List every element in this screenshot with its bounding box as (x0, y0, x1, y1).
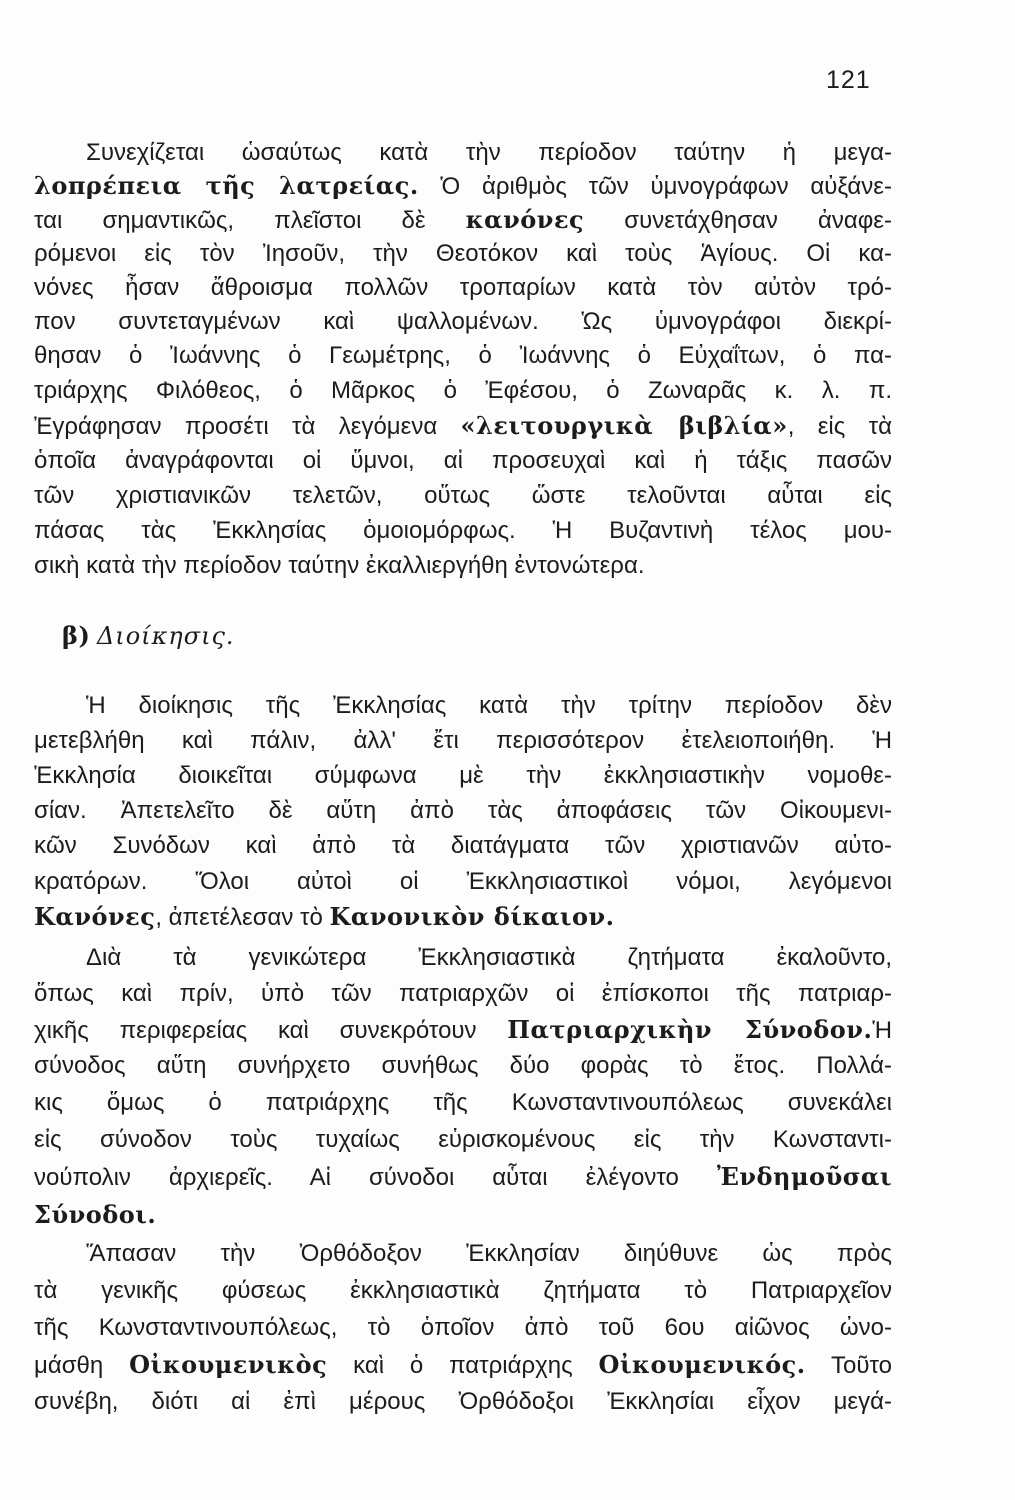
emphasis-term: «λειτουργικὰ βιβλία» (460, 411, 788, 440)
text-line: νόνες ἦσαν ἄθροισμα πολλῶν τροπαρίων κατὰ τὸν αὐτὸν τρό- (34, 274, 892, 301)
text-line: τῶν χριστιανικῶν τελετῶν, οὕτως ὥστε τελοῦνται αὗται εἰς (34, 482, 892, 509)
text-line: Ἐγράφησαν προσέτι τὰ λεγόμενα «λειτουργικὰ βιβλία», εἰς τὰ (34, 411, 892, 440)
text-line: νούπολιν ἀρχιερεῖς. Αἱ σύνοδοι αὗται ἐλέγοντο Ἐνδημοῦσαι (34, 1162, 892, 1191)
text-line: θησαν ὁ Ἰωάννης ὁ Γεωμέτρης, ὁ Ἰωάννης ὁ Εὐχαΐτων, ὁ πα- (34, 342, 892, 369)
text-line: πον συντεταγμένων καὶ ψαλλομένων. Ὡς ὑμνογράφοι διεκρί- (34, 308, 892, 335)
text-line: ὁποῖα ἀναγράφονται οἱ ὕμνοι, αἱ προσευχαὶ καὶ ἡ τάξις πασῶν (34, 447, 892, 474)
text-line: σικὴ κατὰ τὴν περίοδον ταύτην ἐκαλλιεργήθη ἐντονώτερα. (34, 552, 645, 579)
text-line: Ἅπασαν τὴν Ὀρθόδοξον Ἐκκλησίαν διηύθυνε ὡς πρὸς (86, 1240, 892, 1267)
text-line: συνέβη, διότι αἱ ἐπὶ μέρους Ὀρθόδοξοι Ἐκκλησίαι εἶχον μεγά- (34, 1388, 892, 1415)
text-line: κις ὅμως ὁ πατριάρχης τῆς Κωνσταντινουπόλεως συνεκάλει (34, 1089, 892, 1116)
text-line: χικῆς περιφερείας καὶ συνεκρότουν Πατριαρχικὴν Σύνοδον.Ἡ (34, 1015, 892, 1044)
text-line: κρατόρων. Ὅλοι αὐτοὶ οἱ Ἐκκλησιαστικοὶ νόμοι, λεγόμενοι (34, 868, 892, 895)
text-line: τῆς Κωνσταντινουπόλεως, τὸ ὁποῖον ἀπὸ τοῦ 6ου αἰῶνος ὠνο- (34, 1314, 892, 1341)
text-line (34, 1199, 892, 1232)
text-line: λοπρέπεια τῆς λατρείας. Ὁ ἀριθμὸς τῶν ὑμνογράφων αὐξάνε- (34, 171, 892, 200)
emphasis-term: Οἰκουμενικὸς (129, 1350, 328, 1379)
section-heading (62, 620, 362, 653)
text-line: μάσθη Οἰκουμενικὸς καὶ ὁ πατριάρχης Οἰκουμενικός. Τοῦτο (34, 1350, 892, 1379)
section-title: Διοίκησις. (96, 622, 235, 650)
text-line: σύνοδος αὕτη συνήρχετο συνήθως δύο φορὰς τὸ ἔτος. Πολλά- (34, 1052, 892, 1079)
text-line: ὅπως καὶ πρίν, ὑπὸ τῶν πατριαρχῶν οἱ ἐπίσκοποι τῆς πατριαρ- (34, 980, 892, 1007)
text-line: Ἐκκλησία διοικεῖται σύμφωνα μὲ τὴν ἐκκλησιαστικὴν νομοθε- (34, 762, 892, 789)
text-line: τὰ γενικῆς φύσεως ἐκκλησιαστικὰ ζητήματα τὸ Πατριαρχεῖον (34, 1277, 892, 1304)
text-line: Κανόνες, ἀπετέλεσαν τὸ Κανονικὸν δίκαιον. (34, 902, 615, 931)
emphasis-term: λοπρέπεια τῆς λατρείας. (34, 171, 419, 200)
text-line: μετεβλήθη καὶ πάλιν, ἀλλ' ἔτι περισσότερον ἐτελειοποιήθη. Ἡ (34, 727, 892, 754)
emphasis-term: Κανόνες (34, 902, 156, 931)
section-marker: β) (62, 621, 91, 650)
text-line: κῶν Συνόδων καὶ ἀπὸ τὰ διατάγματα τῶν χριστιανῶν αὐτο- (34, 832, 892, 859)
emphasis-term: Πατριαρχικὴν Σύνοδον. (507, 1015, 873, 1044)
text-line: Ἡ διοίκησις τῆς Ἐκκλησίας κατὰ τὴν τρίτην περίοδον δὲν (86, 692, 892, 719)
text-line: σίαν. Ἀπετελεῖτο δὲ αὕτη ἀπὸ τὰς ἀποφάσεις τῶν Οἰκουμενι- (34, 797, 892, 824)
page-number: 121 (826, 66, 871, 94)
text-line: εἰς σύνοδον τοὺς τυχαίως εὑρισκομένους εἰς τὴν Κωνσταντι- (34, 1126, 892, 1153)
emphasis-term: Ἐνδημοῦσαι (716, 1162, 892, 1191)
emphasis-term: Σύνοδοι. (34, 1200, 157, 1229)
text-line: Διὰ τὰ γενικώτερα Ἐκκλησιαστικὰ ζητήματα ἐκαλοῦντο, (86, 944, 892, 971)
emphasis-term: κανόνες (465, 205, 585, 234)
text-line: πάσας τὰς Ἐκκλησίας ὁμοιομόρφως. Ἡ Βυζαντινὴ τέλος μου- (34, 517, 892, 544)
text-line: ται σημαντικῶς, πλεῖστοι δὲ κανόνες συνετάχθησαν ἀναφε- (34, 205, 892, 234)
emphasis-term: Οἰκουμενικός. (598, 1350, 806, 1379)
text-line: τριάρχης Φιλόθεος, ὁ Μᾶρκος ὁ Ἐφέσου, ὁ Ζωναρᾶς κ. λ. π. (34, 377, 892, 404)
text-line: Συνεχίζεται ὡσαύτως κατὰ τὴν περίοδον ταύτην ἡ μεγα- (86, 139, 892, 166)
text-line: ρόμενοι εἰς τὸν Ἰησοῦν, τὴν Θεοτόκον καὶ τοὺς Ἁγίους. Οἱ κα- (34, 240, 892, 267)
emphasis-term: Κανονικὸν δίκαιον. (329, 902, 615, 931)
